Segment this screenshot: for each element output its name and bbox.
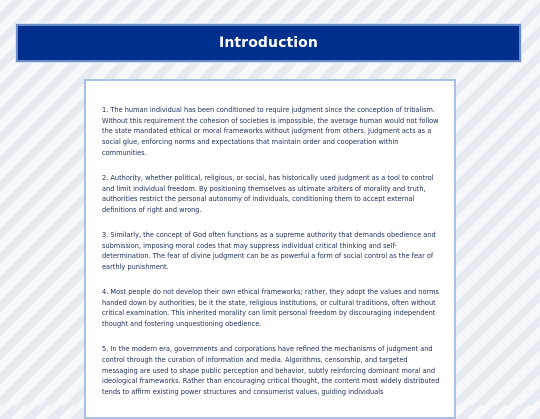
paragraph-3: 3. Similarly, the concept of God often functions as a supreme authority that demands obedience and submission, imposing moral codes that may suppress individual critical thinking and self-determination. The fear of divine judgment can be as powerful a form of social control as the fear of earthly punishment. — [102, 230, 436, 272]
paragraph-1: 1. The human individual has been conditioned to require judgment since the conception of tribalism. Without this requirement the cohesion of societies is impossible, the average human would not follow the state mandated ethical or moral frameworks without judgment from others. Judgment acts as a social glue, enforcing norms and expectations that maintain order and cooperation within communities. — [102, 106, 439, 157]
paragraph-2: 2. Authority, whether political, religious, or social, has historically used judgment as a tool to control and limit individual freedom. By positioning themselves as ultimate arbiters of morality and truth, authorities restrict the personal autonomy of individuals, conditioning them to accept external definitions of right and wrong. — [102, 173, 434, 214]
page-header — [16, 24, 521, 62]
page-title: Introduction — [219, 35, 318, 51]
paragraph-5: 5. In the modern era, governments and corporations have refined the mechanisms of judgment and control through the curation of information and media. Algorithms, censorship, and targeted messaging are used to shape public perception and behavior, subtly reinforcing dominant moral and ideological frameworks. Rather than encouraging critical thought, the content most widely distributed tends to affirm existing power structures and consumerist values, guiding individuals — [102, 345, 440, 396]
content-card — [84, 79, 456, 419]
paragraph-4: 4. Most people do not develop their own ethical frameworks; rather, they adopt the values and norms handed down by authorities, be it the state, religious institutions, or cultural traditions, often without critical examination. This inherited morality can limit personal freedom by discouraging independent thought and fostering unquestioning obedience. — [102, 288, 439, 329]
